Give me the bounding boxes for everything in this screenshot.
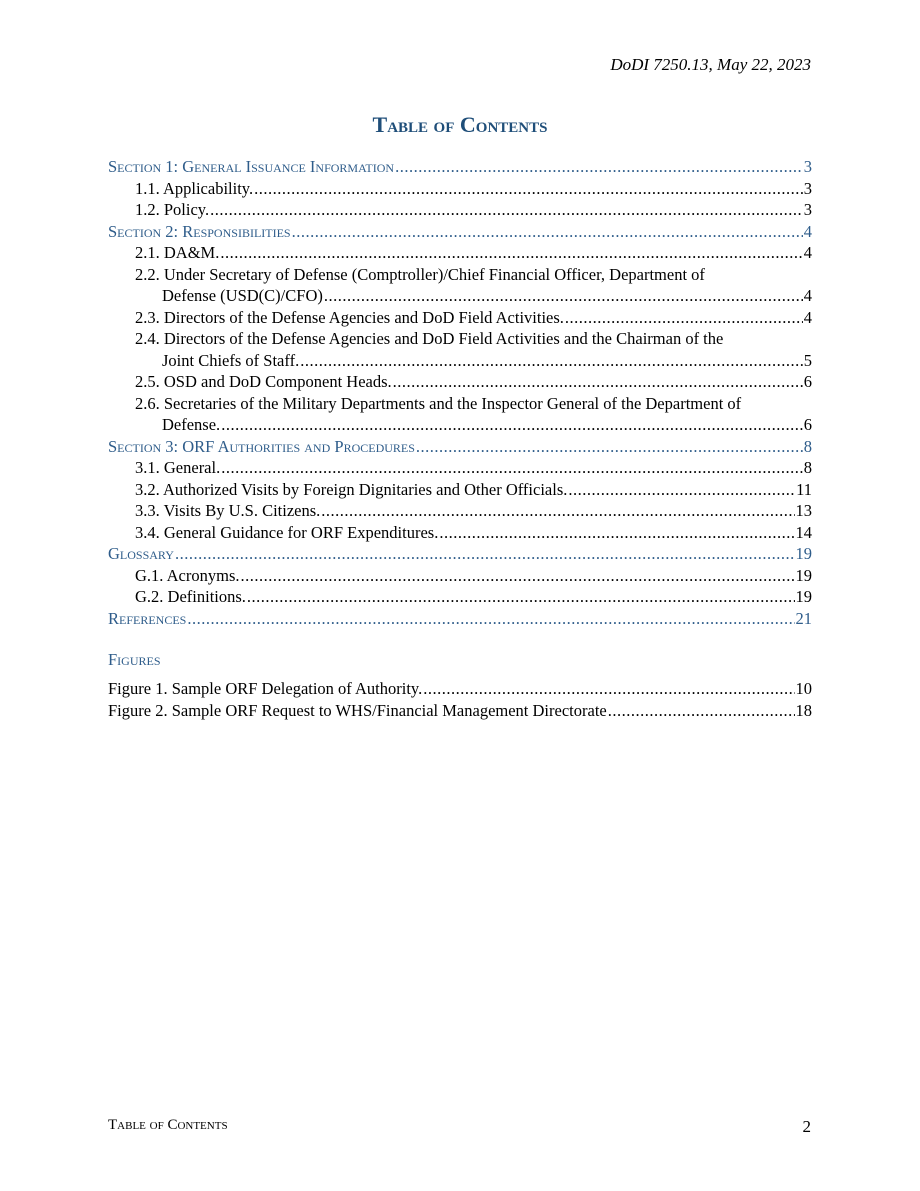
- toc-item-link[interactable]: [108, 522, 812, 544]
- toc-page-number: 19: [795, 565, 812, 585]
- toc-item-link[interactable]: [108, 371, 812, 393]
- toc-item-link[interactable]: [108, 479, 812, 501]
- page-header-doc-ref: DoDI 7250.13, May 22, 2023: [610, 55, 811, 74]
- dot-leader: [423, 678, 794, 700]
- dot-leader: [568, 479, 795, 501]
- toc-item-link[interactable]: [108, 242, 812, 264]
- toc-entry-text: Glossary: [108, 544, 174, 563]
- toc-section-link[interactable]: [108, 156, 812, 178]
- toc-page-number: 13: [795, 501, 812, 520]
- dot-leader: [221, 457, 803, 479]
- toc-entry-text: 1.1. Applicability.: [135, 178, 254, 198]
- toc-page-number: 21: [795, 608, 812, 628]
- dot-leader: [439, 522, 794, 544]
- toc-entry-text: Defense (USD(C)/CFO): [162, 286, 323, 305]
- figures-list: [108, 678, 812, 721]
- toc-entry-text: Section 1: General Issuance Information: [108, 157, 395, 176]
- toc-page-number: 14: [795, 522, 812, 542]
- toc-page-number: 5: [803, 350, 812, 370]
- toc-item-link[interactable]: [108, 328, 812, 371]
- toc-entry-text: 2.6. Secretaries of the Military Departments and the Inspector General of the Department of: [135, 393, 742, 413]
- toc-entry-text: Defense.: [162, 415, 221, 434]
- dot-leader: [210, 199, 803, 221]
- toc-page-number: 4: [803, 221, 812, 241]
- dot-leader: [292, 221, 803, 243]
- footer-page-number: 2: [802, 1117, 811, 1136]
- toc-item-link[interactable]: [108, 264, 812, 307]
- dot-leader: [221, 414, 803, 436]
- toc-entry-text: 3.3. Visits By U.S. Citizens.: [135, 501, 321, 520]
- dot-leader: [241, 565, 795, 587]
- toc-entry-text: 2.5. OSD and DoD Component Heads.: [135, 372, 392, 391]
- toc-entry-text: Section 2: Responsibilities: [108, 221, 291, 241]
- toc-item-link[interactable]: [108, 500, 812, 522]
- toc-page-number: 6: [803, 372, 812, 391]
- figure-list-item[interactable]: [108, 678, 812, 700]
- dot-leader: [416, 436, 803, 458]
- toc-item-link[interactable]: [108, 307, 812, 329]
- figure-entry-text: Figure 2. Sample ORF Request to WHS/Financial Management Directorate: [108, 700, 607, 720]
- dot-leader: [565, 307, 803, 329]
- dot-leader: [187, 608, 794, 630]
- toc-section-link[interactable]: [108, 436, 812, 458]
- dot-leader: [608, 700, 795, 722]
- toc-entry-text: 2.2. Under Secretary of Defense (Comptroller)/Chief Financial Officer, Department of: [135, 264, 705, 284]
- dot-leader: [324, 285, 803, 307]
- toc-page-number: 8: [803, 458, 812, 477]
- toc-entry-text: G.2. Definitions.: [135, 587, 246, 606]
- toc-item-link[interactable]: [108, 586, 812, 608]
- table-of-contents: [108, 156, 812, 629]
- figure-entry-text: Figure 1. Sample ORF Delegation of Authority.: [108, 679, 423, 698]
- toc-page-number: 4: [803, 243, 812, 262]
- toc-page-number: 4: [803, 286, 812, 305]
- toc-item-link[interactable]: [108, 393, 812, 436]
- figure-list-item[interactable]: [108, 700, 812, 722]
- toc-page-number: 4: [803, 307, 812, 327]
- toc-entry-text: Joint Chiefs of Staff.: [162, 350, 300, 370]
- figures-heading: Figures: [108, 650, 161, 669]
- toc-item-link[interactable]: [108, 565, 812, 587]
- footer-label: Table of Contents: [108, 1117, 228, 1133]
- dot-leader: [254, 178, 803, 200]
- toc-page-number: 3: [803, 157, 812, 176]
- toc-page-number: 8: [803, 436, 812, 456]
- toc-entry-text: 3.4. General Guidance for ORF Expenditures.: [135, 522, 439, 542]
- dot-leader: [300, 350, 803, 372]
- toc-item-link[interactable]: [108, 199, 812, 221]
- figure-page-number: 18: [795, 700, 812, 720]
- toc-entry-text: 1.2. Policy.: [135, 200, 210, 219]
- toc-section-link[interactable]: [108, 608, 812, 630]
- toc-page-number: 19: [795, 544, 812, 563]
- toc-entry-text: 3.2. Authorized Visits by Foreign Dignitaries and Other Officials.: [135, 479, 568, 499]
- toc-entry-text: 2.4. Directors of the Defense Agencies and DoD Field Activities and the Chairman of the: [135, 329, 724, 348]
- toc-page-number: 6: [803, 415, 812, 434]
- toc-section-link[interactable]: [108, 543, 812, 565]
- dot-leader: [395, 156, 803, 178]
- toc-section-link[interactable]: [108, 221, 812, 243]
- toc-entry-text: Section 3: ORF Authorities and Procedures: [108, 436, 415, 456]
- dot-leader: [321, 500, 794, 522]
- dot-leader: [220, 242, 802, 264]
- toc-entry-text: 2.3. Directors of the Defense Agencies and DoD Field Activities.: [135, 307, 564, 327]
- toc-entry-text: References: [108, 608, 187, 628]
- toc-page-number: 3: [803, 178, 812, 198]
- toc-page-number: 3: [803, 200, 812, 219]
- toc-entry-text: G.1. Acronyms.: [135, 565, 240, 585]
- toc-entry-text: 3.1. General.: [135, 458, 221, 477]
- toc-page-number: 11: [796, 479, 812, 499]
- toc-page-number: 19: [795, 587, 812, 606]
- figure-page-number: 10: [795, 679, 812, 698]
- toc-item-link[interactable]: [108, 178, 812, 200]
- dot-leader: [175, 543, 795, 565]
- toc-item-link[interactable]: [108, 457, 812, 479]
- page-title: Table of Contents: [372, 112, 548, 137]
- dot-leader: [247, 586, 795, 608]
- toc-entry-text: 2.1. DA&M.: [135, 243, 220, 262]
- dot-leader: [393, 371, 803, 393]
